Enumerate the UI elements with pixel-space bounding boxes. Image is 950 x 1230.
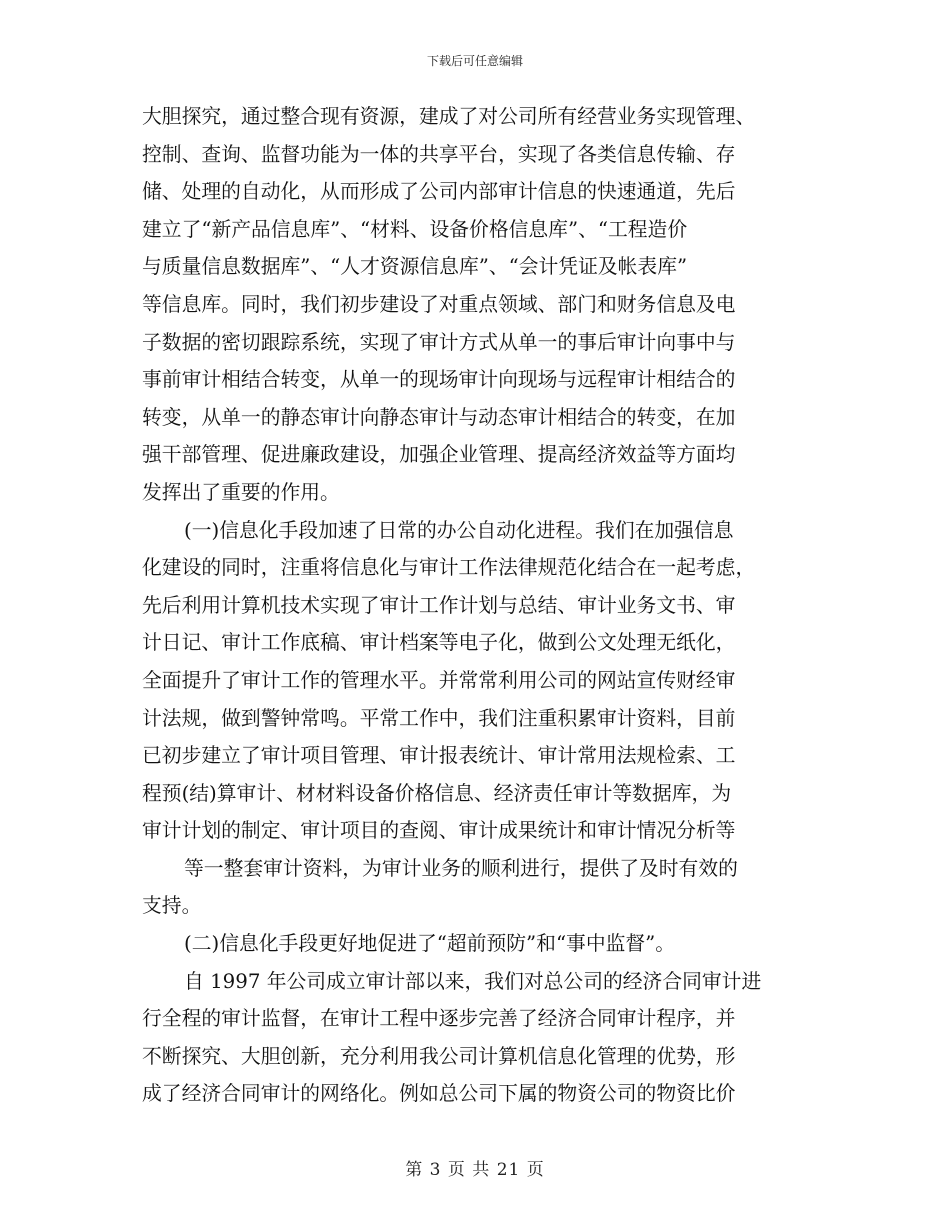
page-footer: 第 3 页 共 21 页 bbox=[405, 1160, 545, 1180]
text-line: 子数据的密切跟踪系统，实现了审计方式从单一的事后审计向事中与 bbox=[142, 330, 736, 354]
text-line: (二)信息化手段更好地促进了“超前预防”和“事中监督”。 bbox=[184, 932, 676, 956]
text-line: 行全程的审计监督，在审计工程中逐步完善了经济合同审计程序，并 bbox=[142, 1007, 736, 1031]
text-line: 审计计划的制定、审计项目的查阅、审计成果统计和审计情况分析等 bbox=[142, 819, 736, 843]
text-line: 自 1997 年公司成立审计部以来，我们对总公司的经济合同审计进 bbox=[184, 969, 762, 993]
text-line: 建立了“新产品信息库”、“材料、设备价格信息库”、“工程造价 bbox=[142, 217, 688, 241]
text-line: 程预(结)算审计、材材料设备价格信息、经济责任审计等数据库，为 bbox=[142, 781, 732, 805]
text-line: 计日记、审计工作底稿、审计档案等电子化，做到公文处理无纸化， bbox=[142, 631, 736, 655]
text-line: 控制、查询、监督功能为一体的共享平台，实现了各类信息传输、存 bbox=[142, 142, 736, 166]
text-line: 等信息库。同时，我们初步建设了对重点领域、部门和财务信息及电 bbox=[142, 292, 736, 316]
text-line: 大胆探究，通过整合现有资源，建成了对公司所有经营业务实现管理、 bbox=[142, 105, 756, 128]
text-line: 先后利用计算机技术实现了审计工作计划与总结、审计业务文书、审 bbox=[142, 593, 736, 617]
text-line: 已初步建立了审计项目管理、审计报表统计、审计常用法规检索、工 bbox=[142, 744, 736, 768]
text-line: 全面提升了审计工作的管理水平。并常常利用公司的网站宣传财经审 bbox=[142, 668, 736, 692]
text-line: 转变，从单一的静态审计向静态审计与动态审计相结合的转变，在加 bbox=[142, 405, 736, 429]
text-line: 支持。 bbox=[142, 894, 202, 918]
page-header: 下载后可任意编辑 bbox=[426, 54, 523, 68]
text-line: 强干部管理、促进廉政建设，加强企业管理、提高经济效益等方面均 bbox=[142, 443, 736, 467]
text-line: 化建设的同时，注重将信息化与审计工作法律规范化结合在一起考虑， bbox=[142, 556, 756, 580]
text-line: 发挥出了重要的作用。 bbox=[142, 480, 340, 504]
text-line: 计法规，做到警钟常鸣。平常工作中，我们注重积累审计资料，目前 bbox=[142, 706, 736, 730]
text-line: 储、处理的自动化，从而形成了公司内部审计信息的快速通道，先后 bbox=[142, 180, 736, 204]
text-line: 与质量信息数据库”、“人才资源信息库”、“会计凭证及帐表库” bbox=[142, 255, 688, 279]
text-line: 等一整套审计资料，为审计业务的顺利进行，提供了及时有效的 bbox=[184, 856, 738, 880]
text-line: 事前审计相结合转变，从单一的现场审计向现场与远程审计相结合的 bbox=[142, 368, 736, 392]
text-line: 成了经济合同审计的网络化。例如总公司下属的物资公司的物资比价 bbox=[142, 1082, 736, 1106]
text-line: 不断探究、大胆创新，充分利用我公司计算机信息化管理的优势，形 bbox=[142, 1044, 736, 1068]
body-text bbox=[142, 98, 808, 1113]
text-line: (一)信息化手段加速了日常的办公自动化进程。我们在加强信息 bbox=[184, 518, 734, 542]
